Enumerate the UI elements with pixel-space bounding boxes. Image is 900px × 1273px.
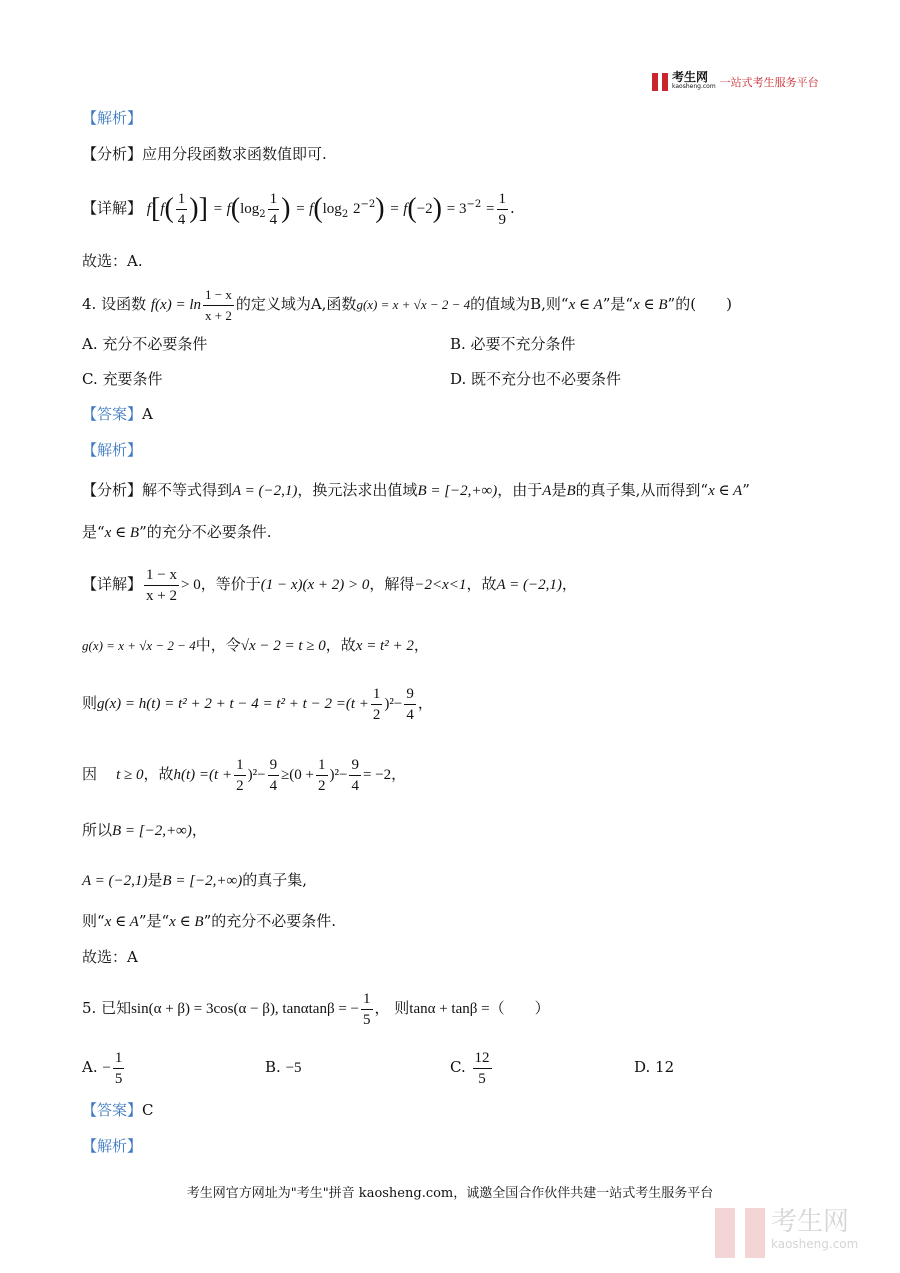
analysis-text: 应用分段函数求函数值即可. [142, 145, 327, 163]
brand-name: 考生网 [672, 70, 709, 84]
q3-detail: 【详解】 f[f( $\frac{1}{4}$ )] = $f(\log_2$ $\frac{1}{4}$ ) = $f(\log_2$ $2^{-2}) = f(-2) = 3^{-2}$ = $\frac{1}{9}$ . [82, 190, 515, 228]
q4-option-a: A. 充分不必要条件 [82, 335, 208, 353]
math: = f [295, 201, 314, 217]
q4-answer-choice: 故选：A [82, 948, 138, 966]
q4-detail-3: 则g(x) = h(t) = t² + 2 + t − 4 = t² + t − 2 =(t + $\frac{1}{2}$ )²− $\frac{9}{4}$ ， [82, 685, 433, 723]
math: = f [212, 201, 231, 217]
q4-detail-5: 所以B = [−2,+∞)， [82, 821, 207, 839]
fraction: $\frac{9}{4}$ [351, 756, 359, 794]
math: f [160, 201, 165, 217]
header-logo [652, 72, 819, 92]
footer-text: 考生网官方网址为"考生"拼音 kaosheng.com，诚邀全国合作伙伴共建一站式考生服务平台 [186, 1186, 714, 1201]
fraction: $\frac{12}{5}$ [474, 1049, 490, 1087]
math: f [146, 201, 151, 217]
q4-answer: 【答案】A [82, 405, 153, 423]
q5-option-c: C. $\frac{12}{5}$ [450, 1049, 490, 1087]
q4-option-d: D. 既不充分也不必要条件 [450, 370, 622, 388]
q3-answer-choice: 故选：A. [82, 252, 143, 270]
fraction: $\frac{1}{5}$ [114, 1049, 123, 1087]
q5-answer: 【答案】C [82, 1101, 154, 1119]
q5-option-b: B. −5 [265, 1058, 302, 1076]
q4-analysis-1: 【分析】解不等式得到A = (−2,1)，换元法求出值域B = [−2,+∞)，由于A是B的真子集,从而得到“x ∈ A” [82, 481, 750, 499]
brand-slogan: 一站式考生服务平台 [719, 76, 819, 89]
q4-detail-1: 【详解】 $\frac{1 - x}{x + 2}$ > 0，等价于(1 − x)(x + 2) > 0，解得−2<x<1，故A = (−2,1)， [82, 566, 577, 604]
math: f(x) = ln [150, 297, 201, 313]
q4-jiexi: 【解析】 [82, 441, 143, 459]
q5-jiexi: 【解析】 [82, 1137, 143, 1155]
q4-option-b: B. 必要不充分条件 [450, 335, 576, 353]
watermark-brand: 考生网 [771, 1207, 850, 1237]
q5-stem: 5. 已知sin(α + β) = 3cos(α − β), tanαtanβ = − $\frac{1}{5}$ ， 则tanα + tanβ =（ ） [82, 990, 550, 1028]
section-jiexi: 【解析】 [82, 109, 143, 127]
fraction: $\frac{1}{9}$ [498, 190, 506, 228]
math: log [240, 201, 260, 217]
watermark [715, 1208, 858, 1258]
fraction: $\frac{9}{4}$ [406, 685, 414, 723]
q3-analysis [82, 144, 327, 164]
fraction: $\frac{9}{4}$ [269, 756, 278, 794]
brand-domain: kaosheng.com [672, 83, 716, 90]
q4-option-c: C. 充要条件 [82, 370, 163, 388]
fraction: $\frac{1}{2}$ [236, 756, 244, 794]
q4-detail-6: A = (−2,1)是B = [−2,+∞)的真子集, [82, 871, 307, 889]
fraction: $\frac{1 - x}{x + 2}$ [204, 286, 232, 323]
math: log [322, 201, 342, 217]
q5-option-a: A. − $\frac{1}{5}$ [82, 1049, 123, 1087]
q5-option-d: D. 12 [634, 1058, 675, 1076]
watermark-logo-icon [715, 1208, 765, 1258]
watermark-domain: kaosheng.com [771, 1237, 859, 1251]
q4-detail-7: 则“x ∈ A”是“x ∈ B”的充分不必要条件. [82, 912, 337, 930]
detail-tag: 【详解】 [82, 199, 143, 217]
fraction: $\frac{1}{2}$ [372, 685, 381, 723]
brand-logo-icon [652, 73, 668, 91]
analysis-tag: 【分析】 [82, 145, 143, 163]
q4-detail-4: 因 t ≥ 0，故h(t) =(t + $\frac{1}{2}$ )²− $\frac{9}{4}$ ≥(0 + $\frac{1}{2}$ )²− $\frac{9}{4}$ = −2， [82, 756, 407, 794]
q4-detail-2: g(x) = x + √x − 2 − 4中，令√x − 2 = t ≥ 0，故x = t² + 2， [82, 636, 429, 654]
q4-stem: 4. 设函数 f(x) = ln $\frac{1 - x}{x + 2}$ 的定义域为A,函数g(x) = x + √x − 2 − 4的值域为B,则“x ∈ A”是“x ∈ B”的( ) [82, 284, 732, 326]
q4-analysis-2: 是“x ∈ B”的充分不必要条件. [82, 523, 272, 541]
fraction: $\frac{1}{5}$ [363, 990, 371, 1028]
fraction: $\frac{1}{2}$ [318, 756, 326, 794]
math: g(x) = x + √x − 2 − 4 [356, 297, 471, 312]
math: = 3 [446, 201, 467, 217]
fraction: $\frac{1 - x}{x + 2}$ [146, 566, 177, 604]
fraction: $\frac{1}{4}$ [269, 190, 278, 228]
fraction: $\frac{1}{4}$ [177, 190, 186, 228]
math: = f [389, 201, 408, 217]
